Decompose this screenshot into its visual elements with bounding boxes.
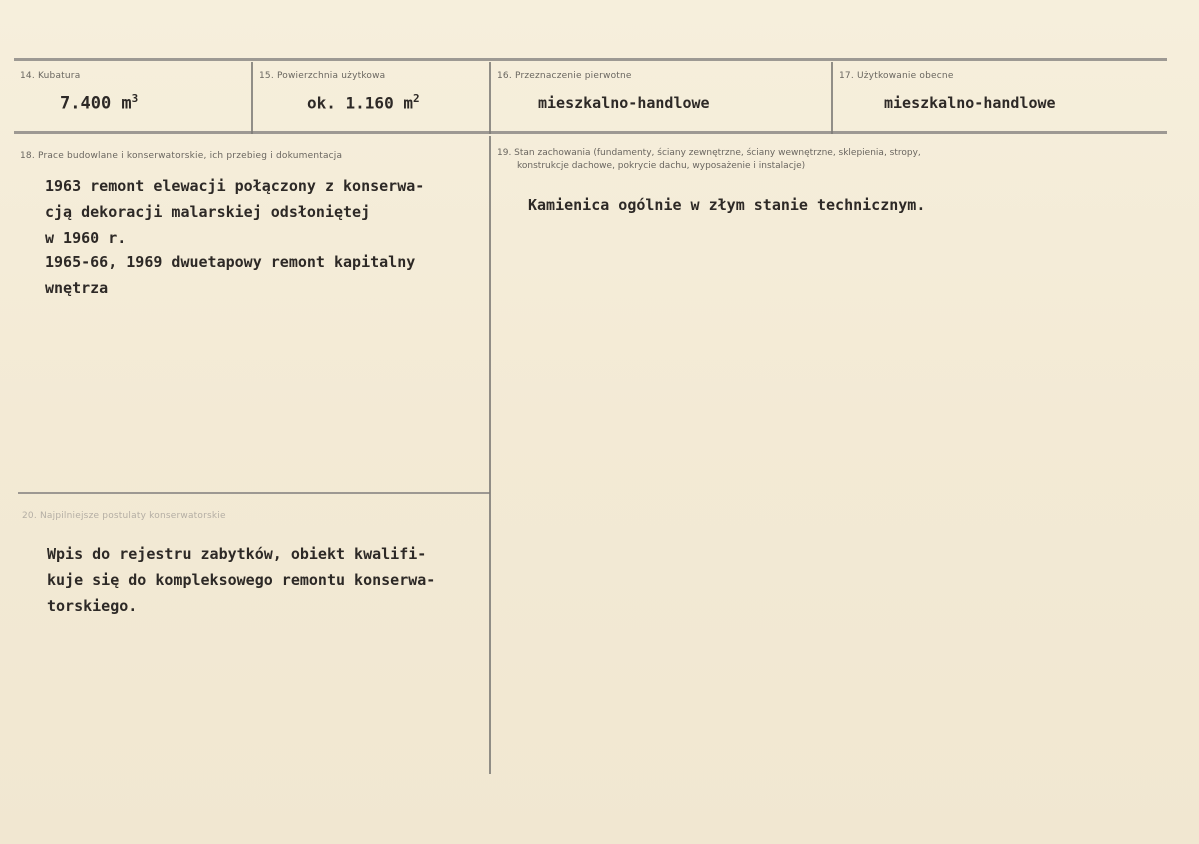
field-18-line-5: wnętrza (45, 279, 109, 297)
row1-divider-1 (251, 62, 253, 134)
top-rule (14, 58, 1167, 61)
field-19-label-line-1: 19. Stan zachowania (fundamenty, ściany zewnętrzne, ściany wewnętrzne, sklepienia, stropy, (497, 148, 921, 158)
row1-divider-2 (489, 62, 491, 134)
field-15-label: 15. Powierzchnia użytkowa (259, 71, 386, 81)
field-17-value: mieszkalno-handlowe (884, 94, 1056, 112)
field-15-number: ok. 1.160 m (307, 93, 413, 113)
field-18-line-4: 1965-66, 1969 dwuetapowy remont kapitalny (45, 253, 416, 271)
field-14-value (60, 92, 138, 114)
row1-bottom-rule (14, 131, 1167, 134)
field-20-line-1: Wpis do rejestru zabytków, obiekt kwalifi- (47, 545, 427, 563)
field-20-line-3: torskiego. (47, 597, 138, 615)
field-18-label: 18. Prace budowlane i konserwatorskie, ich przebieg i dokumentacja (20, 151, 343, 161)
field-19-value: Kamienica ogólnie w złym stanie technicznym. (528, 196, 926, 214)
field-16-label: 16. Przeznaczenie pierwotne (497, 71, 632, 81)
field-19-label-line-2: konstrukcje dachowe, pokrycie dachu, wyposażenie i instalacje) (517, 161, 806, 171)
field-15-unit-exponent: 2 (412, 92, 420, 105)
row1-divider-3 (831, 62, 833, 134)
field-18-line-3: w 1960 r. (45, 229, 127, 247)
field-16-value: mieszkalno-handlowe (538, 94, 710, 112)
field-18-line-1: 1963 remont elewacji połączony z konserwa- (45, 177, 425, 195)
field-15-value (307, 92, 420, 112)
field-18-line-2: cją dekoracji malarskiej odsłoniętej (45, 203, 371, 221)
field-14-label: 14. Kubatura (20, 71, 81, 81)
field-20-label: 20. Najpilniejsze postulaty konserwatorskie (22, 511, 226, 521)
field-14-unit-exponent: 3 (131, 92, 139, 105)
field-20-line-2: kuje się do kompleksowego remontu konserwa- (47, 571, 436, 589)
main-column-divider (489, 136, 491, 774)
field-17-label: 17. Użytkowanie obecne (839, 71, 954, 81)
field-14-number: 7.400 m (60, 93, 132, 114)
section20-top-rule (18, 492, 490, 494)
